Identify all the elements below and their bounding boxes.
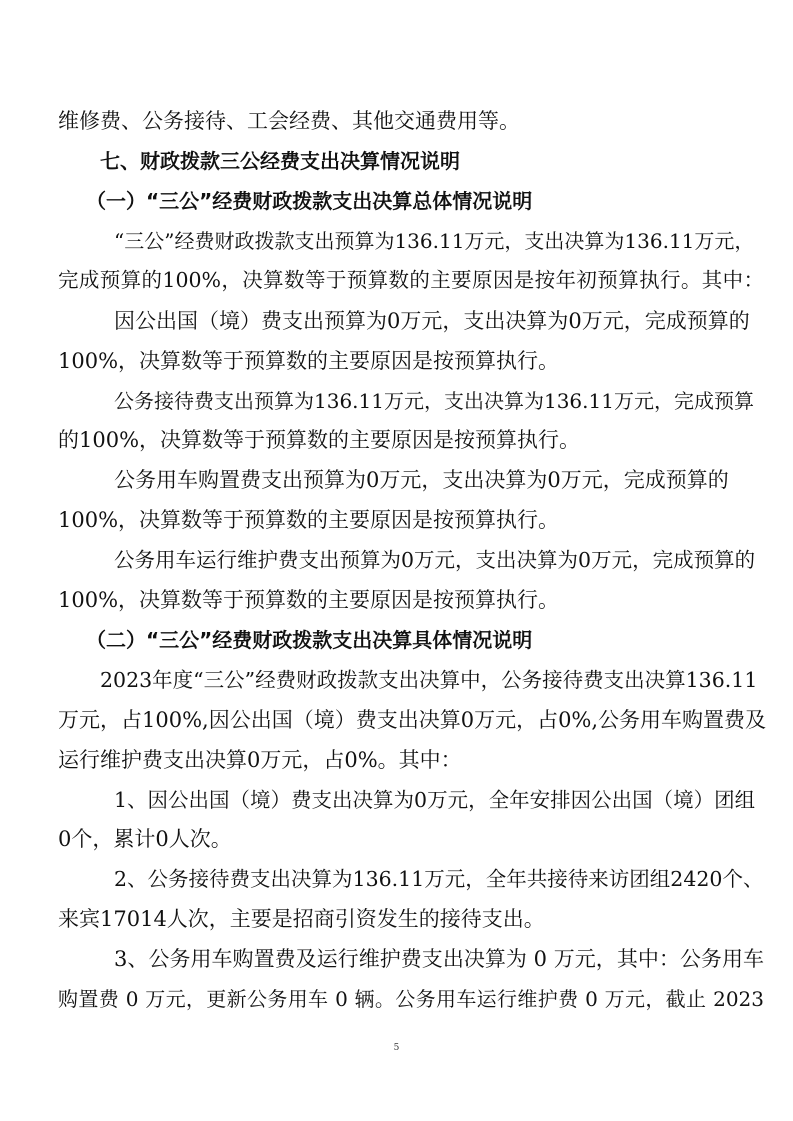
paragraph-line: 100%，决算数等于预算数的主要原因是按预算执行。 <box>58 588 560 612</box>
paragraph-line: 来宾17014人次，主要是招商引资发生的接待支出。 <box>58 907 545 931</box>
paragraph-line: 0个，累计0人次。 <box>58 827 232 851</box>
paragraph-line: 3、公务用车购置费及运行维护费支出决算为 0 万元，其中：公务用车 <box>114 947 764 971</box>
page-number: 5 <box>393 1043 400 1053</box>
subsection-heading: （一）“三公”经费财政拨款支出决算总体情况说明 <box>86 189 533 213</box>
section-heading: 七、财政拨款三公经费支出决算情况说明 <box>100 149 460 173</box>
paragraph-line: 1、因公出国（境）费支出决算为0万元，全年安排因公出国（境）团组 <box>114 788 756 812</box>
paragraph-line: 购置费 0 万元，更新公务用车 0 辆。公务用车运行维护费 0 万元，截止 2023 <box>58 987 764 1011</box>
paragraph-line: 2、公务接待费支出决算为136.11万元，全年共接待来访团组2420个、 <box>114 867 764 891</box>
paragraph-line: 2023年度“三公”经费财政拨款支出决算中，公务接待费支出决算136.11 <box>100 668 758 692</box>
subsection-heading: （二）“三公”经费财政拨款支出决算具体情况说明 <box>86 628 533 652</box>
paragraph-line: 的100%，决算数等于预算数的主要原因是按预算执行。 <box>58 428 581 452</box>
paragraph-line: 100%，决算数等于预算数的主要原因是按预算执行。 <box>58 508 560 532</box>
paragraph-line: 公务用车购置费支出预算为0万元，支出决算为0万元，完成预算的 <box>114 468 729 492</box>
paragraph-line: 因公出国（境）费支出预算为0万元，支出决算为0万元，完成预算的 <box>114 309 750 333</box>
paragraph-line: 公务接待费支出预算为136.11万元，支出决算为136.11万元，完成预算 <box>114 389 754 413</box>
paragraph-line: 运行维护费支出决算0万元，占0%。其中： <box>58 748 462 772</box>
paragraph-line: 完成预算的100%，决算数等于预算数的主要原因是按年初预算执行。其中： <box>58 268 764 292</box>
paragraph-line: 100%，决算数等于预算数的主要原因是按预算执行。 <box>58 349 560 373</box>
paragraph-line: 万元，占100%,因公出国（境）费支出决算0万元，占0%,公务用车购置费及 <box>58 708 767 732</box>
paragraph-line: “三公”经费财政拨款支出预算为136.11万元，支出决算为136.11万元， <box>114 229 755 253</box>
paragraph-line: 维修费、公务接待、工会经费、其他交通费用等。 <box>58 109 520 133</box>
paragraph-line: 公务用车运行维护费支出预算为0万元，支出决算为0万元，完成预算的 <box>114 548 756 572</box>
